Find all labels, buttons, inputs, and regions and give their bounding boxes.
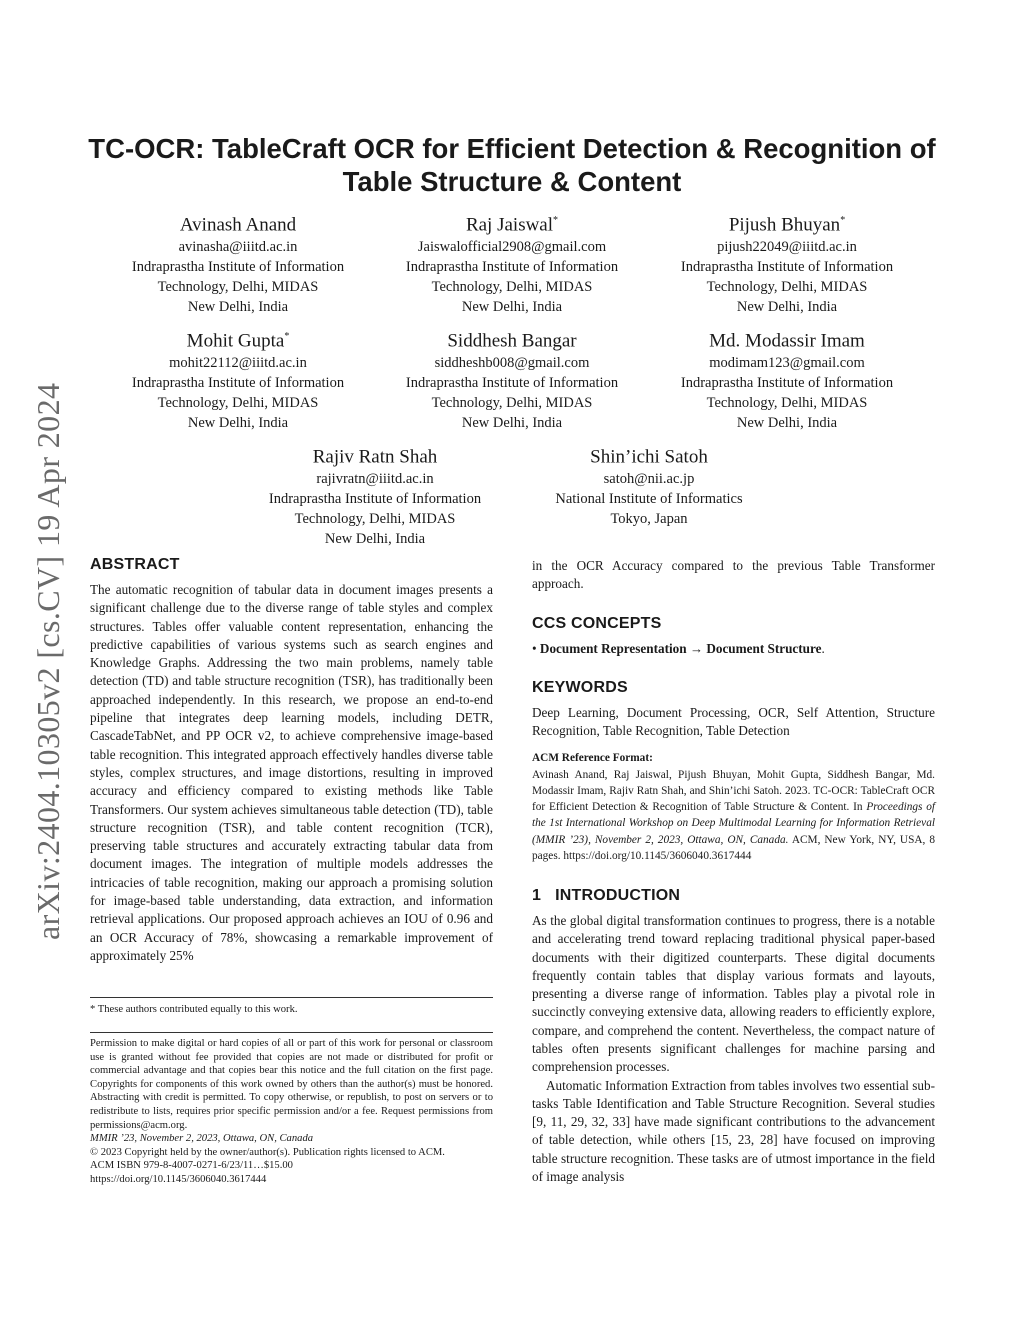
author-location: New Delhi, India bbox=[736, 299, 838, 316]
permission-text: Permission to make digital or hard copies of all or part of this work for personal or classroom use is granted without fee provided that copies are not made or distributed for profit or commercial advantage and that copies bear this notice and the full citation on the first page. Copyrights for components of this work owned by others than the author(s) must be honored. Abstracting with credit is permitted. To copy otherwise, or republish, to post on servers or to redistribute to lists, requires prior specific permission and/or a fee. Request permissions from permissions@acm.org. bbox=[90, 1038, 493, 1131]
author-email[interactable]: rajivratn@iiitd.ac.in bbox=[316, 471, 434, 488]
ccs-concepts bbox=[532, 640, 935, 658]
keywords-text: Deep Learning, Document Processing, OCR, Self Attention, Structure Recognition, Table Recognition, Table Detection bbox=[532, 704, 935, 739]
author-name: Avinash Anand bbox=[179, 214, 297, 236]
author-4 bbox=[98, 324, 378, 433]
equal-contribution-mark: * bbox=[284, 331, 290, 342]
author-6 bbox=[647, 324, 927, 433]
author-affiliation: Indraprastha Institute of Information bbox=[680, 259, 894, 276]
author-affiliation-line-2: Tokyo, Japan bbox=[610, 511, 688, 528]
author-8 bbox=[509, 440, 789, 529]
author-name: Rajiv Ratn Shah bbox=[312, 446, 438, 468]
author-name: Mohit Gupta* bbox=[186, 330, 290, 352]
author-1 bbox=[98, 208, 378, 317]
intro-paragraph-1: As the global digital transformation continues to progress, there is a notable and accelerating trend toward replacing traditional physical paper-based documents with their digitized counterparts. These digital documents frequently contain tables that display various formats and layouts, presenting a diverse range of information. Tables play a pivotal role in succinctly conveying extensive data, allowing readers to efficiently explore, compare, and comprehend the content. Nevertheless, the compact nature of tables often presents significant challenges for machine parsing and comprehension processes. bbox=[532, 912, 935, 1075]
footnote-divider bbox=[90, 997, 493, 998]
author-email[interactable]: pijush22049@iiitd.ac.in bbox=[717, 239, 857, 256]
author-name: Siddhesh Bangar bbox=[447, 330, 577, 352]
author-7 bbox=[235, 440, 515, 549]
ccs-bullet: • bbox=[532, 640, 537, 656]
author-affiliation-line-2: Technology, Delhi, MIDAS bbox=[706, 395, 868, 412]
right-column bbox=[532, 557, 935, 1186]
author-affiliation: Indraprastha Institute of Information bbox=[131, 259, 345, 276]
author-location: New Delhi, India bbox=[187, 299, 289, 316]
author-3 bbox=[647, 208, 927, 317]
section-title: INTRODUCTION bbox=[555, 886, 681, 904]
author-location: New Delhi, India bbox=[736, 415, 838, 432]
abstract-heading: ABSTRACT bbox=[90, 556, 180, 573]
author-email[interactable]: modimam123@gmail.com bbox=[709, 355, 865, 372]
author-email[interactable]: mohit22112@iiitd.ac.in bbox=[169, 355, 307, 372]
author-affiliation: Indraprastha Institute of Information bbox=[268, 491, 482, 508]
abstract-section bbox=[90, 555, 493, 965]
author-name: Pijush Bhuyan* bbox=[728, 214, 846, 236]
author-location: New Delhi, India bbox=[461, 415, 563, 432]
author-location: New Delhi, India bbox=[324, 531, 426, 548]
author-affiliation-line-2: Technology, Delhi, MIDAS bbox=[157, 279, 319, 296]
author-name: Shin’ichi Satoh bbox=[590, 446, 708, 468]
ccs-heading: CCS CONCEPTS bbox=[532, 614, 662, 632]
author-affiliation-line-2: Technology, Delhi, MIDAS bbox=[706, 279, 868, 296]
author-email[interactable]: siddheshb008@gmail.com bbox=[434, 355, 590, 372]
keywords-heading: KEYWORDS bbox=[532, 678, 628, 696]
acm-reference-body: Avinash Anand, Raj Jaiswal, Pijush Bhuyan, Mohit Gupta, Siddhesh Bangar, Md. Modassir Imam, Rajiv Ratn Shah, and Shin’ichi Satoh. 2023. TC-OCR: TableCraft OCR for Efficient Detection & Recognition of Table Structure & Content. In Proceedings of the 1st International Workshop on Deep Multimodal Learning for Information Retrieval (MMIR ’23), November 2, 2023, Ottawa, ON, Canada. ACM, New York, NY, USA, 8 pages. https://doi.org/10.1145/3606040.3617444 bbox=[532, 768, 935, 862]
abstract-continuation: in the OCR Accuracy compared to the previous Table Transformer approach. bbox=[532, 558, 935, 592]
author-affiliation-line-2: Technology, Delhi, MIDAS bbox=[431, 279, 593, 296]
author-email[interactable]: Jaiswalofficial2908@gmail.com bbox=[417, 239, 607, 256]
ccs-end: . bbox=[821, 640, 825, 656]
author-affiliation-line-2: Technology, Delhi, MIDAS bbox=[431, 395, 593, 412]
paper-title: TC-OCR: TableCraft OCR for Efficient Detection & Recognition of Table Structure & Content bbox=[88, 133, 936, 197]
intro-paragraph-2: Automatic Information Extraction from tables involves two essential sub-tasks Table Identification and Table Structure Recognition. Several studies [9, 11, 29, 32, 33] have made significant contributions to the advancement of table detection, while others [15, 23, 28] have focused on improving table structure recognition. These tasks are of utmost importance in the field of image analysis bbox=[532, 1077, 935, 1185]
author-affiliation-line-2: Technology, Delhi, MIDAS bbox=[157, 395, 319, 412]
acm-reference bbox=[532, 750, 935, 863]
acm-reference-heading: ACM Reference Format: bbox=[532, 752, 653, 765]
author-location: New Delhi, India bbox=[187, 415, 289, 432]
section-number: 1 bbox=[532, 886, 542, 904]
author-affiliation: National Institute of Informatics bbox=[555, 491, 743, 508]
isbn: ACM ISBN 979-8-4007-0271-6/23/11…$15.00 bbox=[90, 1160, 293, 1172]
abstract-text: The automatic recognition of tabular data in document images presents a significant challenge due to the diverse range of table styles and complex structures. Tables offer valuable content representation, enhancing the predictive capabilities of various systems such as search engines and Knowledge Graphs. Addressing the two main problems, namely table detection (TD) and table structure recognition (TSR), has traditionally been approached independently. In this research, we propose an end-to-end pipeline that integrates deep learning models, including DETR, CascadeTabNet, and PP OCR v2, to achieve comprehensive image-based table recognition. This integrated approach effectively handles diverse table styles, complex structures, and image distortions, resulting in improved accuracy and efficiency compared to existing methods like Table Transformers. Our system achieves simultaneous table detection (TD), table structure recognition (TSR), and table content recognition (TCR), preserving table structures and accurately extracting tabular data from document images. The integration of multiple models addresses the intricacies of table recognition, making our approach a promising solution for image-based table understanding, data extraction, and information retrieval applications. Our proposed approach achieves an IOU of 0.96 and an OCR Accuracy of 78%, showcasing a remarkable improvement of approximately 25% bbox=[90, 582, 493, 963]
doi-link[interactable]: https://doi.org/10.1145/3606040.3617444 bbox=[90, 1173, 267, 1185]
arxiv-identifier-stamp: arXiv:2404.10305v2 [cs.CV] 19 Apr 2024 bbox=[30, 382, 66, 940]
permission-divider bbox=[90, 1032, 493, 1033]
copyright-notice: © 2023 Copyright held by the owner/author(s). Publication rights licensed to ACM. bbox=[90, 1146, 445, 1158]
equal-contribution-mark: * bbox=[553, 215, 559, 226]
author-name: Md. Modassir Imam bbox=[709, 330, 865, 352]
author-email[interactable]: satoh@nii.ac.jp bbox=[603, 471, 695, 488]
equal-contribution-mark: * bbox=[840, 215, 846, 226]
author-2 bbox=[372, 208, 652, 317]
author-affiliation: Indraprastha Institute of Information bbox=[131, 375, 345, 392]
author-affiliation-line-2: Technology, Delhi, MIDAS bbox=[294, 511, 456, 528]
author-5 bbox=[372, 324, 652, 433]
equal-contribution-footnote: * These authors contributed equally to this work. bbox=[90, 1004, 298, 1015]
conference-venue: MMIR ’23, November 2, 2023, Ottawa, ON, Canada bbox=[90, 1133, 314, 1145]
author-email[interactable]: avinasha@iiitd.ac.in bbox=[178, 239, 298, 256]
author-affiliation: Indraprastha Institute of Information bbox=[680, 375, 894, 392]
permission-block bbox=[90, 1037, 493, 1187]
ccs-item: Document Representation → Document Structure bbox=[539, 640, 822, 656]
author-location: New Delhi, India bbox=[461, 299, 563, 316]
author-name: Raj Jaiswal* bbox=[465, 214, 559, 236]
author-affiliation: Indraprastha Institute of Information bbox=[405, 375, 619, 392]
author-affiliation: Indraprastha Institute of Information bbox=[405, 259, 619, 276]
introduction-heading bbox=[532, 886, 935, 906]
